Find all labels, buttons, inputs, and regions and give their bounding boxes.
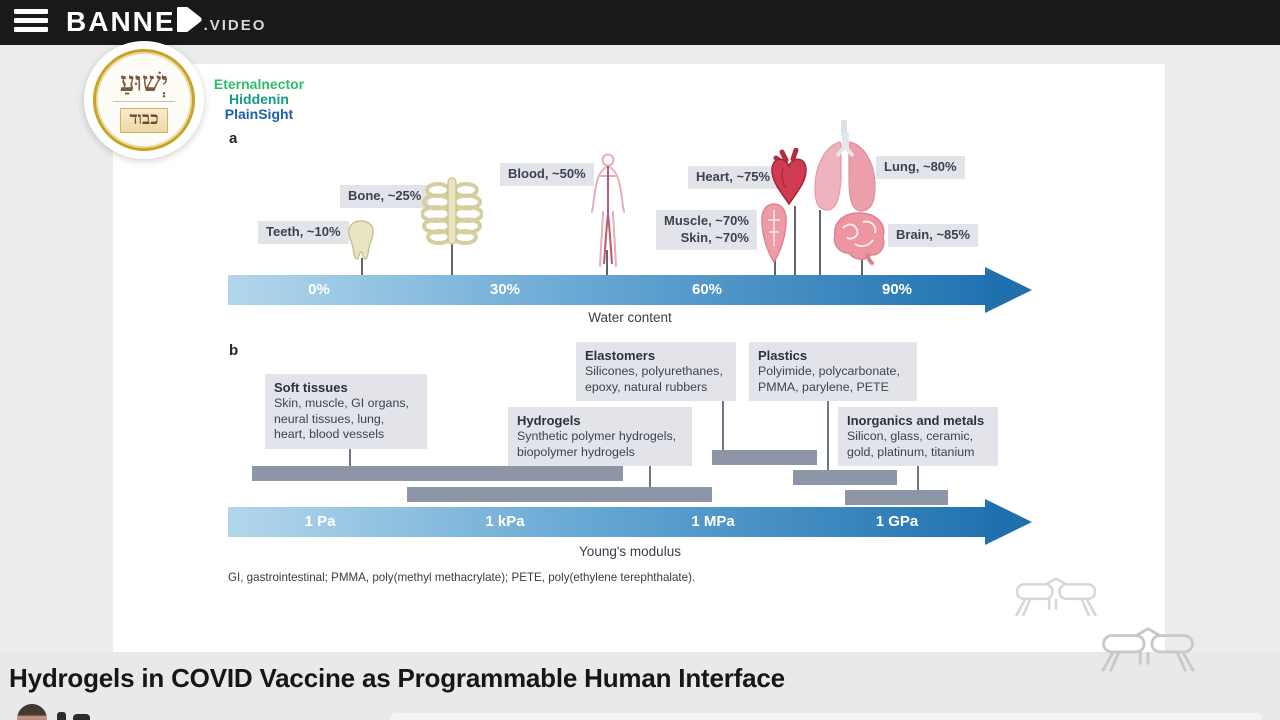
water-tick-30: 30% bbox=[489, 281, 521, 298]
modulus-tick-1kpa: 1 kPa bbox=[485, 513, 525, 530]
youngs-modulus-caption: Young's modulus bbox=[579, 544, 681, 559]
modulus-tick-1gpa: 1 GPa bbox=[875, 513, 919, 530]
bone-label: Bone, ~25% bbox=[340, 185, 429, 208]
tooth-icon bbox=[343, 218, 379, 267]
hamburger-menu-icon[interactable] bbox=[14, 9, 48, 35]
lung-label: Lung, ~80% bbox=[876, 156, 965, 179]
plastics-title: Plastics bbox=[758, 348, 808, 363]
water-tick-90: 90% bbox=[881, 281, 913, 298]
tagline-line-1: Eternalnector bbox=[213, 76, 305, 92]
lungs-icon bbox=[807, 132, 883, 219]
soft-tissues-box bbox=[265, 374, 427, 449]
hydrogels-title: Hydrogels bbox=[517, 413, 581, 428]
banned-video-logo[interactable] bbox=[66, 6, 266, 38]
brand-suffix-text: .VIDEO bbox=[203, 16, 267, 34]
figure-footnote: GI, gastrointestinal; PMMA, poly(methyl methacrylate); PETE, poly(ethylene terephthalate). bbox=[228, 571, 696, 584]
brand-text: BANNE bbox=[66, 6, 176, 37]
panel-b-label: b bbox=[229, 342, 239, 359]
plastics-box bbox=[749, 342, 917, 401]
video-title: Hydrogels in COVID Vaccine as Programmable Human Interface bbox=[9, 663, 785, 693]
modulus-axis-bar bbox=[228, 507, 985, 537]
panel-a-label: a bbox=[229, 130, 238, 147]
youngs-modulus-axis bbox=[228, 499, 1032, 545]
water-content-caption: Water content bbox=[588, 310, 672, 325]
channel-name-fragment bbox=[57, 712, 66, 720]
teeth-label: Teeth, ~10% bbox=[258, 221, 349, 244]
water-tick-60: 60% bbox=[691, 281, 723, 298]
modulus-tick-1pa: 1 Pa bbox=[304, 513, 336, 530]
ribcage-icon bbox=[421, 176, 483, 253]
next-section-card-edge bbox=[390, 713, 1262, 720]
skin-label-line: Skin, ~70% bbox=[680, 229, 749, 245]
elastomers-range-bar bbox=[712, 450, 817, 465]
tagline-line-2: Hiddenin bbox=[229, 91, 289, 108]
soft-tissues-range-bar bbox=[252, 466, 623, 481]
plastics-body: Polyimide, polycarbonate, PMMA, parylene, PETE bbox=[758, 364, 900, 394]
badge-divider bbox=[113, 101, 175, 102]
modulus-axis-arrowhead-icon bbox=[985, 499, 1032, 545]
elastomers-body: Silicones, polyurethanes, epoxy, natural rubbers bbox=[585, 364, 723, 394]
elastomers-title: Elastomers bbox=[585, 348, 656, 363]
vascular-body-icon bbox=[585, 152, 631, 277]
elastomers-box bbox=[576, 342, 736, 401]
tagline-line-3: PlainSight bbox=[224, 106, 294, 123]
rr-watermark-icon-large bbox=[1090, 622, 1206, 680]
play-d-icon bbox=[177, 6, 202, 38]
inorganics-title: Inorganics and metals bbox=[847, 413, 985, 428]
inorganics-body: Silicon, glass, ceramic, gold, platinum, titanium bbox=[847, 429, 975, 459]
channel-name-fragment bbox=[73, 714, 90, 720]
water-axis-bar bbox=[228, 275, 985, 305]
channel-avatar[interactable] bbox=[17, 704, 47, 720]
hydrogels-body: Synthetic polymer hydrogels, biopolymer hydrogels bbox=[517, 429, 677, 459]
badge-hebrew-yeshua: יְשׁוּעַ bbox=[119, 67, 169, 99]
soft-tissues-body: Skin, muscle, GI organs, neural tissues, lung, heart, blood vessels bbox=[274, 396, 409, 442]
badge-tagline bbox=[204, 77, 314, 122]
badge-hebrew-kavod: כבוד bbox=[120, 108, 167, 132]
scientific-figure-panel bbox=[113, 64, 1165, 652]
water-axis-arrowhead-icon bbox=[985, 267, 1032, 313]
inorganics-box bbox=[838, 407, 998, 466]
soft-tissues-title: Soft tissues bbox=[274, 380, 348, 395]
rr-watermark-icon bbox=[1005, 572, 1107, 624]
modulus-tick-1mpa: 1 MPa bbox=[691, 513, 735, 530]
hydrogels-box bbox=[508, 407, 692, 466]
plastics-connector bbox=[827, 396, 829, 471]
heart-icon bbox=[768, 148, 810, 217]
water-tick-0: 0% bbox=[308, 281, 330, 298]
muscle-label-line: Muscle, ~70% bbox=[664, 213, 749, 228]
blood-label: Blood, ~50% bbox=[500, 163, 594, 186]
video-info-section bbox=[0, 652, 1280, 720]
brain-label: Brain, ~85% bbox=[888, 224, 978, 247]
plastics-range-bar bbox=[793, 470, 897, 485]
muscle-skin-label bbox=[656, 210, 757, 250]
heart-label: Heart, ~75% bbox=[688, 166, 778, 189]
brain-icon bbox=[829, 210, 889, 271]
badge-gold-ring bbox=[93, 49, 195, 151]
top-navigation-bar bbox=[0, 0, 1280, 45]
elastomers-connector bbox=[722, 396, 724, 451]
